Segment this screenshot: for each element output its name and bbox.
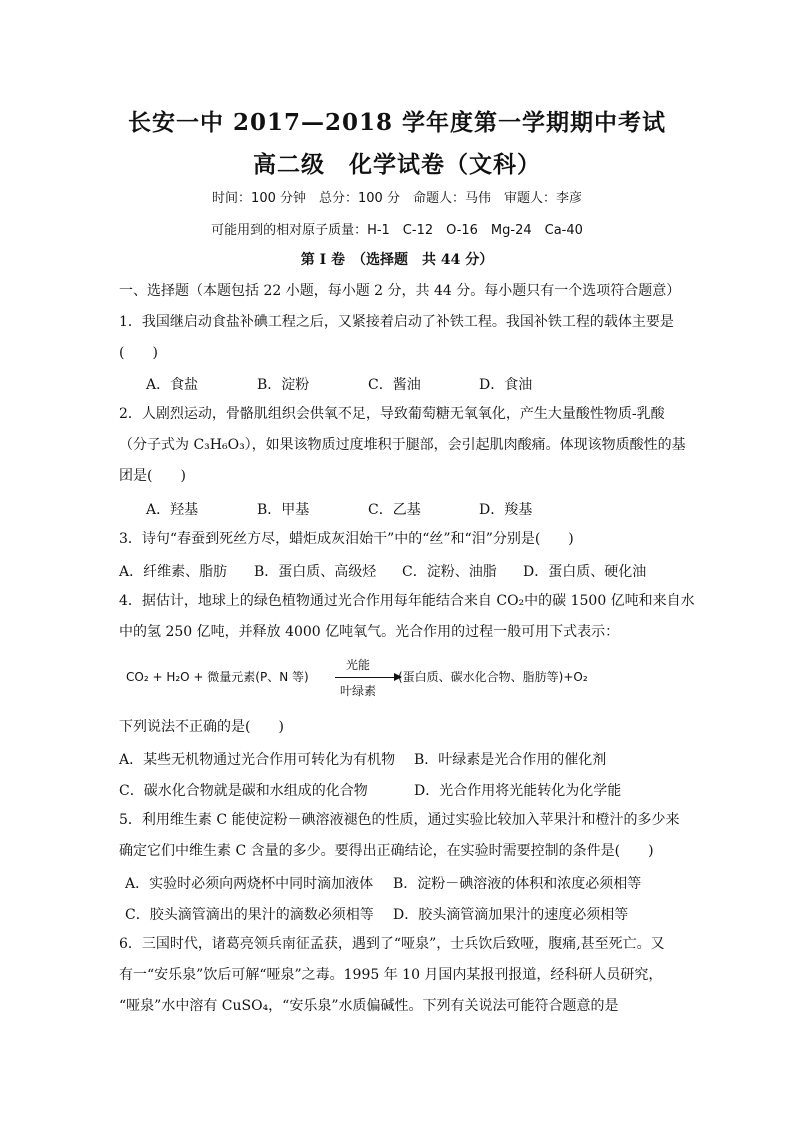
q5-options-row2 xyxy=(125,904,655,924)
q2-stem-line: 2．人剧烈运动，骨骼肌组织会供氧不足，导致葡萄糖无氧氧化，产生大量酸性物质-乳酸 xyxy=(119,406,665,422)
q6-stem-line: “哑泉”水中溶有 CuSO₄，“安乐泉”水质偏碱性。下列有关说法可能符合题意的是 xyxy=(119,998,619,1014)
q1-option-b: B．淀粉 xyxy=(257,377,310,393)
equation-condition-light: 光能 xyxy=(346,658,371,672)
q5-stem-line: 5．利用维生素 C 能使淀粉－碘溶液褪色的性质，通过实验比较加入苹果汁和橙汁的多少来 xyxy=(119,812,680,828)
q2-option-b: B．甲基 xyxy=(257,502,310,518)
q3-stem-line: 3．诗句“春蚕到死丝方尽，蜡炬成灰泪始干”中的“丝”和“泪”分别是( ) xyxy=(119,531,574,547)
q4-stem-line: 4．据估计，地球上的绿色植物通过光合作用每年能结合来自 CO₂中的碳 1500 亿吨和来自水 xyxy=(119,593,695,609)
q4-options-row2 xyxy=(119,780,649,800)
q1-stem-line: ( ) xyxy=(119,345,158,361)
q5-stem-line: 确定它们中维生素 C 含量的多少。要得出正确结论，在实验时需要控制的条件是( ) xyxy=(119,843,654,859)
q1-options xyxy=(146,374,676,394)
exam-title: 长安一中 2017—2018 学年度第一学期期中考试 xyxy=(127,109,667,136)
equation-products: (蛋白质、碳水化合物、脂肪等)+O₂ xyxy=(398,670,588,684)
q1-stem-line: 1．我国继启动食盐补碘工程之后，又紧接着启动了补铁工程。我国补铁工程的载体主要是 xyxy=(119,314,674,330)
q5-option-c: C．胶头滴管滴出的果汁的滴数必须相等 xyxy=(125,907,374,923)
q3-option-d: D．蛋白质、硬化油 xyxy=(523,564,647,580)
q2-option-d: D．羧基 xyxy=(479,502,533,518)
section-heading: 第 I 卷 （选择题 共 44 分） xyxy=(300,252,494,268)
reaction-arrow-icon xyxy=(335,677,401,678)
atomic-masses: 可能用到的相对原子质量：H-1 C-12 O-16 Mg-24 Ca-40 xyxy=(211,223,583,238)
q4-options-row1 xyxy=(119,749,649,769)
q2-stem-line: （分子式为 C₃H₆O₃），如果该物质过度堆积于腿部，会引起肌肉酸痛。体现该物质酸性的基 xyxy=(119,437,686,453)
q3-option-c: C．淀粉、油脂 xyxy=(402,564,497,580)
exam-info: 时间：100 分钟 总分：100 分 命题人：马伟 审题人：李彦 xyxy=(212,191,582,206)
equation-reactants: CO₂ + H₂O + 微量元素(P、N 等) xyxy=(126,670,309,684)
exam-subtitle: 高二级 化学试卷（文科） xyxy=(253,151,541,178)
photosynthesis-equation xyxy=(122,656,642,696)
q4-option-c: C．碳水化合物就是碳和水组成的化合物 xyxy=(119,783,368,799)
q3-options xyxy=(119,561,649,581)
q4-option-b: B．叶绿素是光合作用的催化剂 xyxy=(414,752,607,768)
q2-option-c: C．乙基 xyxy=(368,502,421,518)
q2-stem-line: 团是( ) xyxy=(119,468,186,484)
q4-question: 下列说法不正确的是( ) xyxy=(119,719,284,735)
q5-option-a: A．实验时必须向两烧杯中同时滴加液体 xyxy=(125,876,374,892)
q4-option-d: D．光合作用将光能转化为化学能 xyxy=(414,783,622,799)
q5-option-d: D．胶头滴管滴加果汁的速度必须相等 xyxy=(393,907,629,923)
q1-option-a: A．食盐 xyxy=(146,377,199,393)
q1-option-d: D．食油 xyxy=(479,377,533,393)
equation-condition-chlorophyll: 叶绿素 xyxy=(340,684,377,698)
q4-stem-line: 中的氢 250 亿吨，并释放 4000 亿吨氧气。光合作用的过程一般可用下式表示： xyxy=(119,624,620,640)
q3-option-a: A．纤维素、脂肪 xyxy=(119,564,228,580)
q6-stem-line: 6．三国时代，诸葛亮领兵南征孟获，遇到了“哑泉”，士兵饮后致哑，腹痛,甚至死亡。又 xyxy=(119,936,665,952)
q3-option-b: B．蛋白质、高级烃 xyxy=(254,564,377,580)
q1-option-c: C．酱油 xyxy=(368,377,421,393)
q2-option-a: A．羟基 xyxy=(146,502,199,518)
q6-stem-line: 有一“安乐泉”饮后可解“哑泉”之毒。1995 年 10 月国内某报刊报道，经科研人员研究， xyxy=(119,967,663,983)
q5-options-row1 xyxy=(125,873,655,893)
instructions: 一、选择题（本题包括 22 小题，每小题 2 分，共 44 分。每小题只有一个选项符合题意） xyxy=(119,283,681,299)
q4-option-a: A．某些无机物通过光合作用可转化为有机物 xyxy=(119,752,396,768)
q2-options xyxy=(146,499,676,519)
q5-option-b: B．淀粉－碘溶液的体积和浓度必须相等 xyxy=(393,876,642,892)
